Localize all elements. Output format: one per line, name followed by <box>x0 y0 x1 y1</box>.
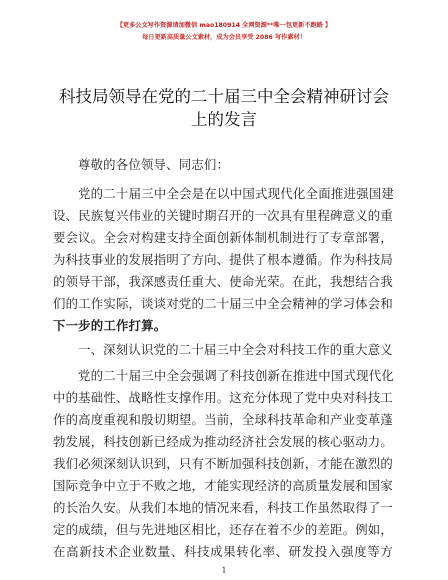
paragraph-2-line-7: 的长治久安。从我们本地的情况来看，科技工作虽然取得了一 <box>53 500 393 515</box>
promo-banner-line-1: 【更多公文写作资源请加微信 mao180914 全网资源**唯一包更新不跑路 】 <box>116 22 332 29</box>
paragraph-2-line-9: 在高新技术企业数量、科技成果转化率、研发投入强度等方 <box>53 544 393 559</box>
paragraph-2-line-2: 中的基础性、战略性支撑作用。这充分体现了党中央对科技工 <box>53 390 393 405</box>
document-title-line-2: 上的发言 <box>191 110 257 129</box>
paragraph-2-line-8: 定的成绩，但与先进地区相比，还存在着不少的差距。例如， <box>53 522 393 537</box>
section-1-heading: 一、深刻认识党的二十届三中全会对科技工作的重大意义 <box>78 342 393 357</box>
paragraph-1-line-5: 的领导干部，我深感责任重大、使命光荣。在此，我想结合我 <box>53 274 393 289</box>
paragraph-1-line-2: 设、民族复兴伟业的关键时期召开的一次具有里程碑意义的重 <box>53 208 393 223</box>
paragraph-2-line-4: 勃发展，科技创新已经成为推动经济社会发展的核心驱动力。 <box>53 434 393 449</box>
paragraph-1-line-6: 们的工作实际，谈谈对党的二十届三中全会精神的学习体会和 <box>53 296 393 311</box>
paragraph-1-line-4: 为科技事业的发展指明了方向、提供了根本遵循。作为科技局 <box>53 252 393 267</box>
paragraph-2-line-1: 党的二十届三中全会强调了科技创新在推进中国式现代化 <box>78 368 394 383</box>
page-number: 1 <box>221 566 227 575</box>
document-title-line-1: 科技局领导在党的二十届三中全会精神研讨会 <box>59 87 389 106</box>
paragraph-2-line-6: 国际竞争中立于不败之地，才能实现经济的高质量发展和国家 <box>53 478 393 493</box>
paragraph-2-line-5: 我们必须深刻认识到，只有不断加强科技创新，才能在激烈的 <box>53 456 393 471</box>
paragraph-1-line-1: 党的二十届三中全会是在以中国式现代化全面推进强国建 <box>78 186 394 201</box>
paragraph-2-line-3: 作的高度重视和殷切期望。当前，全球科技革命和产业变革蓬 <box>53 412 393 427</box>
salutation: 尊敬的各位领导、同志们： <box>78 157 230 172</box>
paragraph-1-line-7: 下一步的工作打算。 <box>53 318 167 333</box>
promo-banner-line-2: 每日更新高质量公文素材，成为会员享受 2086 写作素材！ <box>142 34 306 41</box>
paragraph-1-line-3: 要会议。全会对构建支持全面创新体制机制进行了专章部署， <box>53 230 393 245</box>
